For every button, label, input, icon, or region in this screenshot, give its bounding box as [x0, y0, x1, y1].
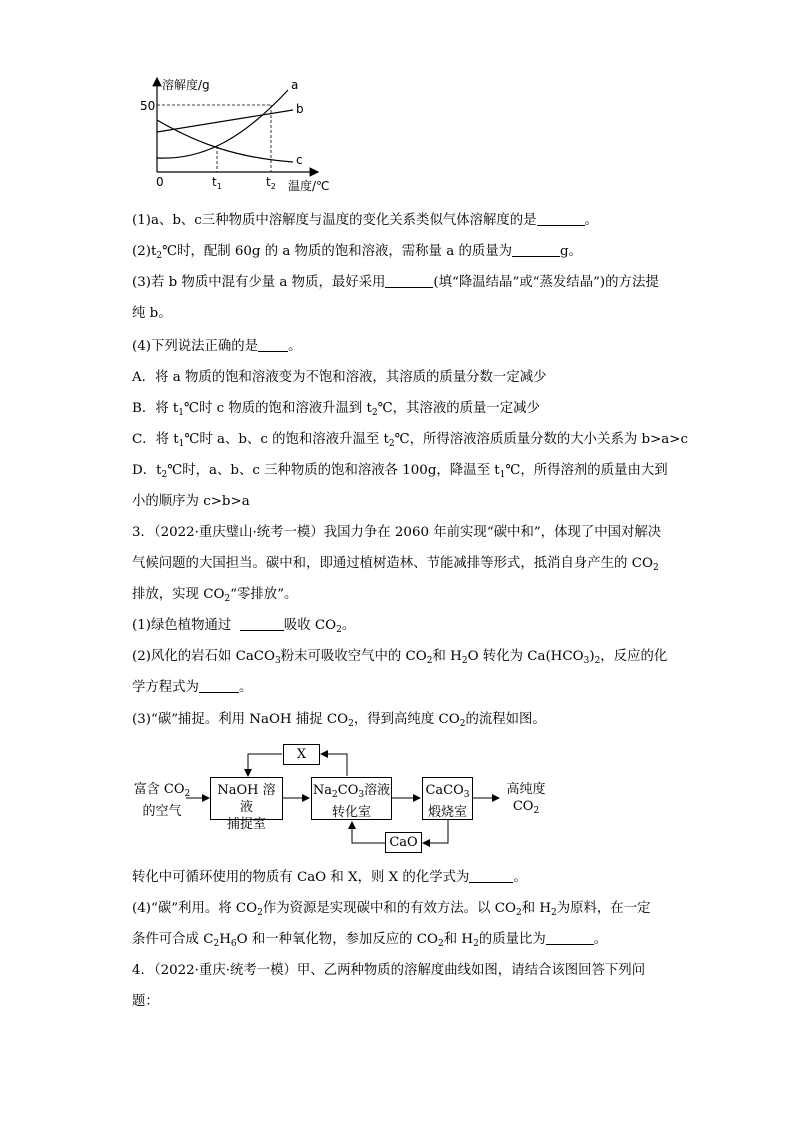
problem-3-line-3: 排放，实现 $CO_2“$零排放”。 — [132, 587, 298, 604]
x-axis-label: 温度/℃ — [288, 179, 330, 193]
flow-box-x: X — [283, 744, 320, 765]
t2-label: $t_2$ — [266, 175, 276, 191]
p3-q2: (2)风化的岩石如 CaCO$_3$粉末可吸收空气中的 $CO_2$和 $H_2O$ 转化为 $Ca(HCO_3)_2$，反应的化 — [132, 649, 668, 666]
q3-text-cont: 纯 b。 — [132, 306, 172, 321]
p3-q3: (3)“碳”捕捉。利用 NaOH 捕捉 $CO_2$，得到高纯度 $CO_2$的流程如图。 — [132, 712, 546, 729]
arrow-x-box1 — [248, 754, 282, 776]
q4-text: (4)下列说法正确的是 。 — [132, 339, 302, 354]
origin-label: 0 — [156, 175, 164, 189]
p3-q4-cont: 条件可合成 $C_2H_6O$ 和一种氧化物，参加反应的 $CO_2$和 $H_2$的质量比为 。 — [132, 932, 608, 949]
q3-text: (3)若 b 物质中混有少量 a 物质，最好采用 (填“降温结晶”或“蒸发结晶”)的方法提 — [132, 275, 659, 290]
curve-c-label: c — [296, 153, 303, 167]
arrow-cao-box2 — [352, 822, 385, 843]
option-b: B．将 $t_1℃$时 c 物质的饱和溶液升温到 $t_2℃$，其溶液的质量一定减少 — [132, 401, 540, 418]
arrow-box3-cao — [423, 820, 448, 843]
p3-q3-cont: 转化中可循环使用的物质有 CaO 和 X，则 X 的化学式为 。 — [132, 870, 527, 885]
option-d-cont: 小的顺序为 c>b>a — [132, 494, 250, 509]
y-tick-50: 50 — [140, 99, 156, 113]
flow-input: 富含 $CO_2$ 的空气 — [133, 782, 191, 819]
problem-3-line-2: 气候问题的大国担当。碳中和，即通过植树造林、节能减排等形式，抵消自身产生的 $CO_2$ — [132, 556, 659, 573]
curve-b-label: b — [296, 102, 304, 116]
flow-output: 高纯度 $CO_2$ — [506, 782, 546, 816]
arrow-box2-x — [321, 754, 347, 776]
problem-3-line-1: 3．（2022·重庆璧山·统考一模）我国力争在 2060 年前实现“碳中和”，体现了中国对解决 — [132, 525, 662, 540]
p3-q2-cont: 学方程式为 。 — [132, 680, 253, 695]
flow-box-conversion: $Na_2CO_3$溶液 转化室 — [311, 777, 392, 820]
p3-q1: (1)绿色植物通过 吸收 $CO_2$。 — [132, 618, 356, 635]
y-axis-label: 溶解度/g — [162, 78, 210, 92]
option-a: A．将 a 物质的饱和溶液变为不饱和溶液，其溶质的质量分数一定减少 — [132, 370, 547, 385]
flow-box-calcination: CaCO$_3$ 煅烧室 — [422, 777, 473, 820]
p3-q4: (4)“碳”利用。将 $CO_2$作为资源是实现碳中和的有效方法。以 $CO_2$和 $H_2$为原料，在一定 — [132, 901, 651, 918]
flow-box-cao: CaO — [385, 832, 422, 853]
problem-4-line-1: 4．（2022·重庆·统考一模）甲、乙两种物质的溶解度曲线如图，请结合该图回答下列问 — [132, 963, 646, 978]
option-c: C．将 $t_1℃$时 a、b、c 的饱和溶液升温至 $t_2℃$，所得溶液溶质质量分数的大小关系为 b>a>c — [132, 432, 688, 449]
flow-box-capture: NaOH 溶液 捕捉室 — [210, 777, 283, 820]
q2-text: $(2)t_2℃$时，配制 60g 的 a 物质的饱和溶液，需称量 a 的质量为 g。 — [132, 244, 582, 261]
curve-a-label: a — [291, 78, 299, 92]
t1-label: $t_1$ — [212, 175, 222, 191]
q1-text: (1)a、b、c三种物质中溶解度与温度的变化关系类似气体溶解度的是 。 — [132, 213, 598, 228]
option-d: D．$t_2℃$时，a、b、c 三种物质的饱和溶液各 100g，降温至 $t_1℃$，所得溶剂的质量由大到 — [132, 463, 668, 480]
problem-4-line-2: 题： — [132, 994, 159, 1009]
